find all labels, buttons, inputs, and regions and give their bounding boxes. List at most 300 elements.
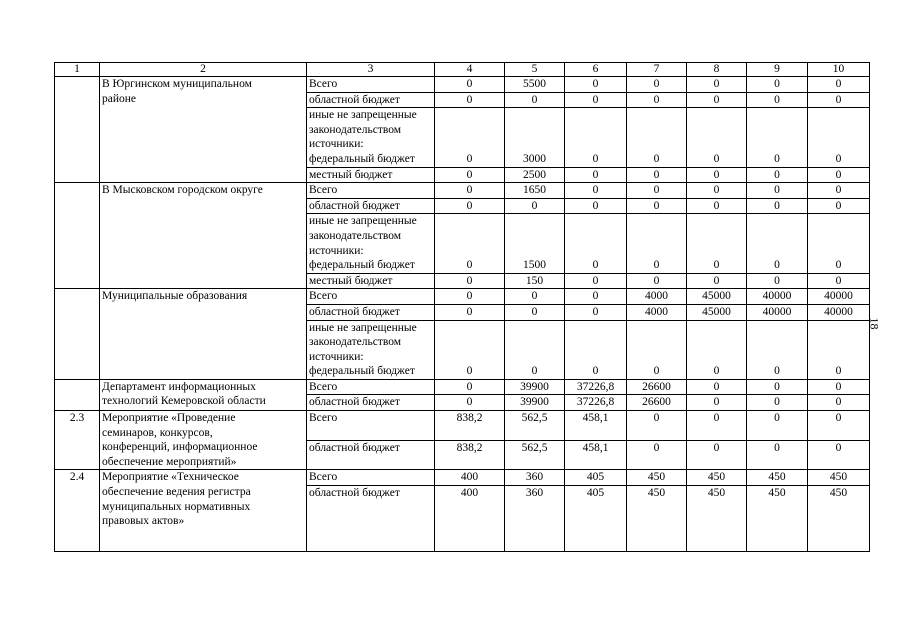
value-text: 0 [835,396,842,409]
funding-source-line: местный бюджет [309,168,393,181]
value-cell [435,183,505,199]
value-cell [808,304,870,320]
funding-source-cell [307,108,435,167]
value-cell [565,304,627,320]
header-cell: 5 [505,63,565,77]
value-text: 0 [835,412,842,425]
value-cell [687,411,747,441]
value-text: 0 [531,305,538,318]
value-text: 0 [653,259,660,272]
value-cell [747,183,808,199]
value-text: 0 [653,93,660,106]
value-cell [505,320,565,379]
item-name-line: Мероприятие «Проведение [102,412,236,425]
value-cell [435,214,505,273]
item-name-line: Муниципальные образования [102,290,248,303]
value-cell [687,198,747,214]
funding-source-cell [307,486,435,552]
value-text: 0 [774,365,780,378]
value-text: 0 [774,199,780,212]
value-cell [627,320,687,379]
value-cell [435,486,505,552]
value-text: 0 [531,365,538,378]
value-text: 0 [713,259,720,272]
funding-source-line: местный бюджет [309,274,393,287]
value-cell [505,470,565,486]
value-text: 0 [592,290,599,303]
value-cell [687,214,747,273]
item-name-line: конференций, информационное [102,441,258,454]
value-cell [747,214,808,273]
value-text: 0 [835,441,842,454]
value-text: 0 [466,152,473,165]
funding-source-cell [307,470,435,486]
value-text: 40000 [762,305,792,318]
value-text: 0 [592,365,599,378]
value-cell [435,440,505,470]
funding-source-line: областной бюджет [309,93,400,106]
value-cell [435,395,505,411]
value-text: 0 [774,441,780,454]
value-cell [627,440,687,470]
header-cell: 7 [627,63,687,77]
value-text: 0 [774,274,780,287]
value-text: 0 [653,441,660,454]
item-name-cell [100,379,307,410]
value-text: 450 [829,487,848,500]
value-text: 450 [647,487,666,500]
funding-source-cell [307,379,435,395]
value-text: 40000 [824,290,853,303]
value-text: 0 [466,168,473,181]
value-text: 0 [774,259,780,272]
funding-source-line: законодательством [309,336,402,349]
funding-source-cell [307,167,435,183]
item-number-cell: 2.3 [55,411,100,470]
value-text: 0 [713,412,720,425]
value-text: 0 [835,184,842,197]
item-number-cell [55,183,100,289]
page-number: 18 [867,317,882,330]
value-text: 37226,8 [576,380,615,393]
item-number-cell: 2.4 [55,470,100,551]
item-name-line: районе [102,92,137,105]
value-text: 40000 [824,305,853,318]
value-text: 0 [713,396,720,409]
value-cell [435,379,505,395]
value-cell [627,486,687,552]
value-text: 0 [466,365,473,378]
value-text: 0 [466,259,473,272]
value-cell [565,289,627,305]
value-text: 458,1 [582,412,609,425]
value-text: 0 [592,274,599,287]
value-cell [808,440,870,470]
value-text: 0 [713,78,720,90]
value-cell [687,108,747,167]
value-cell [565,77,627,93]
funding-source-cell [307,395,435,411]
value-text: 0 [592,199,599,212]
value-text: 0 [592,93,599,106]
value-text: 40000 [762,290,792,303]
value-text: 1650 [523,184,546,197]
value-text: 0 [592,305,599,318]
value-cell [505,167,565,183]
value-cell [808,486,870,552]
value-cell [687,320,747,379]
funding-source-line: источники: [309,244,364,257]
value-cell [505,379,565,395]
value-cell [808,92,870,108]
value-text: 0 [713,168,720,181]
funding-source-line: федеральный бюджет [309,259,415,272]
value-text: 0 [531,199,538,212]
value-cell [435,198,505,214]
value-text: 0 [466,305,473,318]
value-cell [687,470,747,486]
value-text: 0 [774,380,780,393]
value-text: 0 [835,168,842,181]
value-cell [505,198,565,214]
value-text: 0 [466,78,473,90]
value-text: 0 [466,274,473,287]
funding-source-cell [307,77,435,93]
value-text: 0 [713,380,720,393]
funding-source-line: областной бюджет [309,396,400,409]
value-cell [808,108,870,167]
value-text: 3000 [523,152,546,165]
item-name-cell [100,289,307,380]
value-cell [627,77,687,93]
value-text: 4000 [645,290,668,303]
header-cell: 6 [565,63,627,77]
value-cell [747,167,808,183]
value-cell [747,289,808,305]
funding-source-cell [307,214,435,273]
value-cell [505,304,565,320]
value-cell [565,379,627,395]
value-cell [808,289,870,305]
value-cell [505,183,565,199]
value-cell [435,320,505,379]
value-text: 0 [466,380,473,393]
value-text: 0 [653,274,660,287]
value-cell [435,77,505,93]
value-cell [565,273,627,289]
value-text: 0 [774,396,780,409]
item-name-line: правовых актов» [102,515,185,528]
value-cell [627,289,687,305]
value-cell [565,411,627,441]
value-text: 400 [460,487,479,500]
value-cell [808,198,870,214]
header-cell: 1 [55,63,100,77]
value-cell [687,395,747,411]
value-text: 0 [466,199,473,212]
value-text: 0 [653,412,660,425]
value-text: 0 [835,380,842,393]
value-cell [687,486,747,552]
value-text: 0 [835,259,842,272]
value-text: 0 [466,184,473,197]
item-name-line: В Мысковском городском округе [102,184,263,197]
value-text: 45000 [702,290,731,303]
header-cell: 4 [435,63,505,77]
value-cell [808,411,870,441]
table-row [55,470,870,486]
value-text: 26600 [642,396,671,409]
value-cell [565,486,627,552]
value-text: 0 [653,184,660,197]
value-cell [505,289,565,305]
value-text: 0 [592,184,599,197]
funding-source-line: Всего [309,290,338,303]
value-cell [435,92,505,108]
value-text: 26600 [642,380,671,393]
funding-source-cell [307,183,435,199]
funding-source-line: источники: [309,350,364,363]
value-text: 838,2 [456,441,483,454]
value-cell [687,304,747,320]
value-cell [505,92,565,108]
value-text: 4000 [645,305,668,318]
value-text: 5500 [523,78,546,90]
value-cell [435,411,505,441]
value-cell [505,77,565,93]
value-text: 0 [774,184,780,197]
value-text: 0 [774,78,780,90]
value-cell [627,304,687,320]
funding-source-line: Всего [309,471,338,484]
value-text: 0 [653,168,660,181]
value-cell [435,273,505,289]
value-cell [505,108,565,167]
value-cell [627,198,687,214]
value-cell [747,379,808,395]
value-text: 0 [835,152,842,165]
value-text: 0 [592,168,599,181]
value-cell [687,183,747,199]
value-text: 39900 [520,380,549,393]
value-cell [505,273,565,289]
value-cell [808,320,870,379]
value-text: 562,5 [521,441,548,454]
item-name-line: Мероприятие «Техническое [102,471,239,484]
value-text: 0 [592,259,599,272]
value-text: 405 [586,471,605,484]
table-row [55,77,870,93]
value-cell [687,77,747,93]
value-text: 0 [531,290,538,303]
item-number-cell [55,289,100,380]
funding-source-line: федеральный бюджет [309,365,415,378]
value-cell [747,108,808,167]
value-cell [627,379,687,395]
value-cell [747,273,808,289]
funding-source-line: областной бюджет [309,441,400,454]
value-cell [505,440,565,470]
funding-source-line: законодательством [309,123,402,136]
value-text: 0 [466,290,473,303]
value-text: 0 [531,93,538,106]
value-text: 0 [835,365,842,378]
table-row [55,379,870,395]
header-cell: 3 [307,63,435,77]
value-cell [627,167,687,183]
value-cell [808,77,870,93]
header-cell: 8 [687,63,747,77]
value-cell [747,198,808,214]
header-row [55,63,870,77]
item-name-line: обеспечение мероприятий» [102,455,237,468]
value-text: 458,1 [582,441,609,454]
funding-source-line: иные не запрещенные [309,109,417,122]
value-cell [747,411,808,441]
value-text: 0 [774,168,780,181]
value-text: 450 [647,471,666,484]
value-text: 0 [713,199,720,212]
value-cell [747,320,808,379]
funding-source-line: областной бюджет [309,487,400,500]
item-name-line: муниципальных нормативных [102,500,251,513]
value-text: 450 [768,487,786,500]
funding-source-cell [307,289,435,305]
value-cell [627,470,687,486]
budget-table [54,62,870,552]
value-cell [505,395,565,411]
funding-source-line: федеральный бюджет [309,152,415,165]
value-text: 0 [835,199,842,212]
value-text: 1500 [523,259,546,272]
value-cell [565,92,627,108]
value-cell [808,183,870,199]
item-name-line: В Юргинском муниципальном [102,78,252,90]
value-cell [747,486,808,552]
header-cell: 9 [747,63,808,77]
value-cell [627,273,687,289]
funding-source-cell [307,92,435,108]
item-name-cell [100,183,307,289]
value-cell [565,470,627,486]
value-cell [747,440,808,470]
value-cell [565,214,627,273]
funding-source-line: Всего [309,184,338,197]
value-cell [505,411,565,441]
value-text: 0 [835,93,842,106]
value-text: 405 [586,487,605,500]
value-text: 0 [466,93,473,106]
funding-source-line: Всего [309,78,338,90]
funding-source-cell [307,320,435,379]
funding-source-line: Всего [309,412,338,425]
value-text: 360 [525,487,544,500]
value-cell [687,92,747,108]
value-text: 0 [713,184,720,197]
value-text: 0 [713,441,720,454]
value-text: 360 [525,471,544,484]
value-text: 0 [653,199,660,212]
funding-source-line: Всего [309,380,338,393]
value-cell [808,273,870,289]
table-row [55,289,870,305]
value-text: 0 [713,152,720,165]
value-cell [565,167,627,183]
value-text: 450 [707,487,726,500]
value-cell [435,108,505,167]
value-text: 0 [835,78,842,90]
value-cell [627,92,687,108]
value-text: 0 [835,274,842,287]
value-cell [747,77,808,93]
value-text: 450 [829,471,848,484]
value-cell [747,304,808,320]
value-cell [627,183,687,199]
value-text: 150 [525,274,544,287]
value-cell [808,395,870,411]
value-cell [627,395,687,411]
value-cell [747,470,808,486]
value-cell [565,320,627,379]
value-cell [565,395,627,411]
value-cell [435,304,505,320]
value-cell [808,214,870,273]
value-cell [565,198,627,214]
value-cell [747,395,808,411]
value-text: 0 [774,412,780,425]
item-name-cell [100,77,307,183]
table-row [55,183,870,199]
funding-source-line: иные не запрещенные [309,215,417,228]
value-text: 45000 [702,305,731,318]
table-row [55,411,870,441]
funding-source-cell [307,440,435,470]
funding-source-cell [307,273,435,289]
value-cell [687,379,747,395]
item-number-cell [55,77,100,183]
value-cell [627,214,687,273]
funding-source-line: законодательством [309,229,402,242]
value-text: 450 [707,471,726,484]
value-text: 400 [460,471,479,484]
value-cell [808,470,870,486]
value-text: 838,2 [456,412,483,425]
value-text: 0 [653,365,660,378]
value-cell [565,440,627,470]
value-text: 0 [653,152,660,165]
funding-source-line: источники: [309,138,364,151]
funding-source-cell [307,411,435,441]
value-cell [627,108,687,167]
funding-source-line: областной бюджет [309,305,400,318]
item-number-cell [55,379,100,410]
funding-source-cell [307,304,435,320]
value-text: 0 [713,365,720,378]
value-cell [687,289,747,305]
value-cell [687,440,747,470]
value-cell [505,214,565,273]
funding-source-line: иные не запрещенные [309,321,417,334]
value-cell [435,289,505,305]
value-text: 450 [768,471,786,484]
value-cell [435,167,505,183]
value-text: 0 [713,93,720,106]
value-text: 39900 [520,396,549,409]
value-text: 0 [774,93,780,106]
value-text: 0 [466,396,473,409]
value-cell [687,273,747,289]
funding-source-cell [307,198,435,214]
